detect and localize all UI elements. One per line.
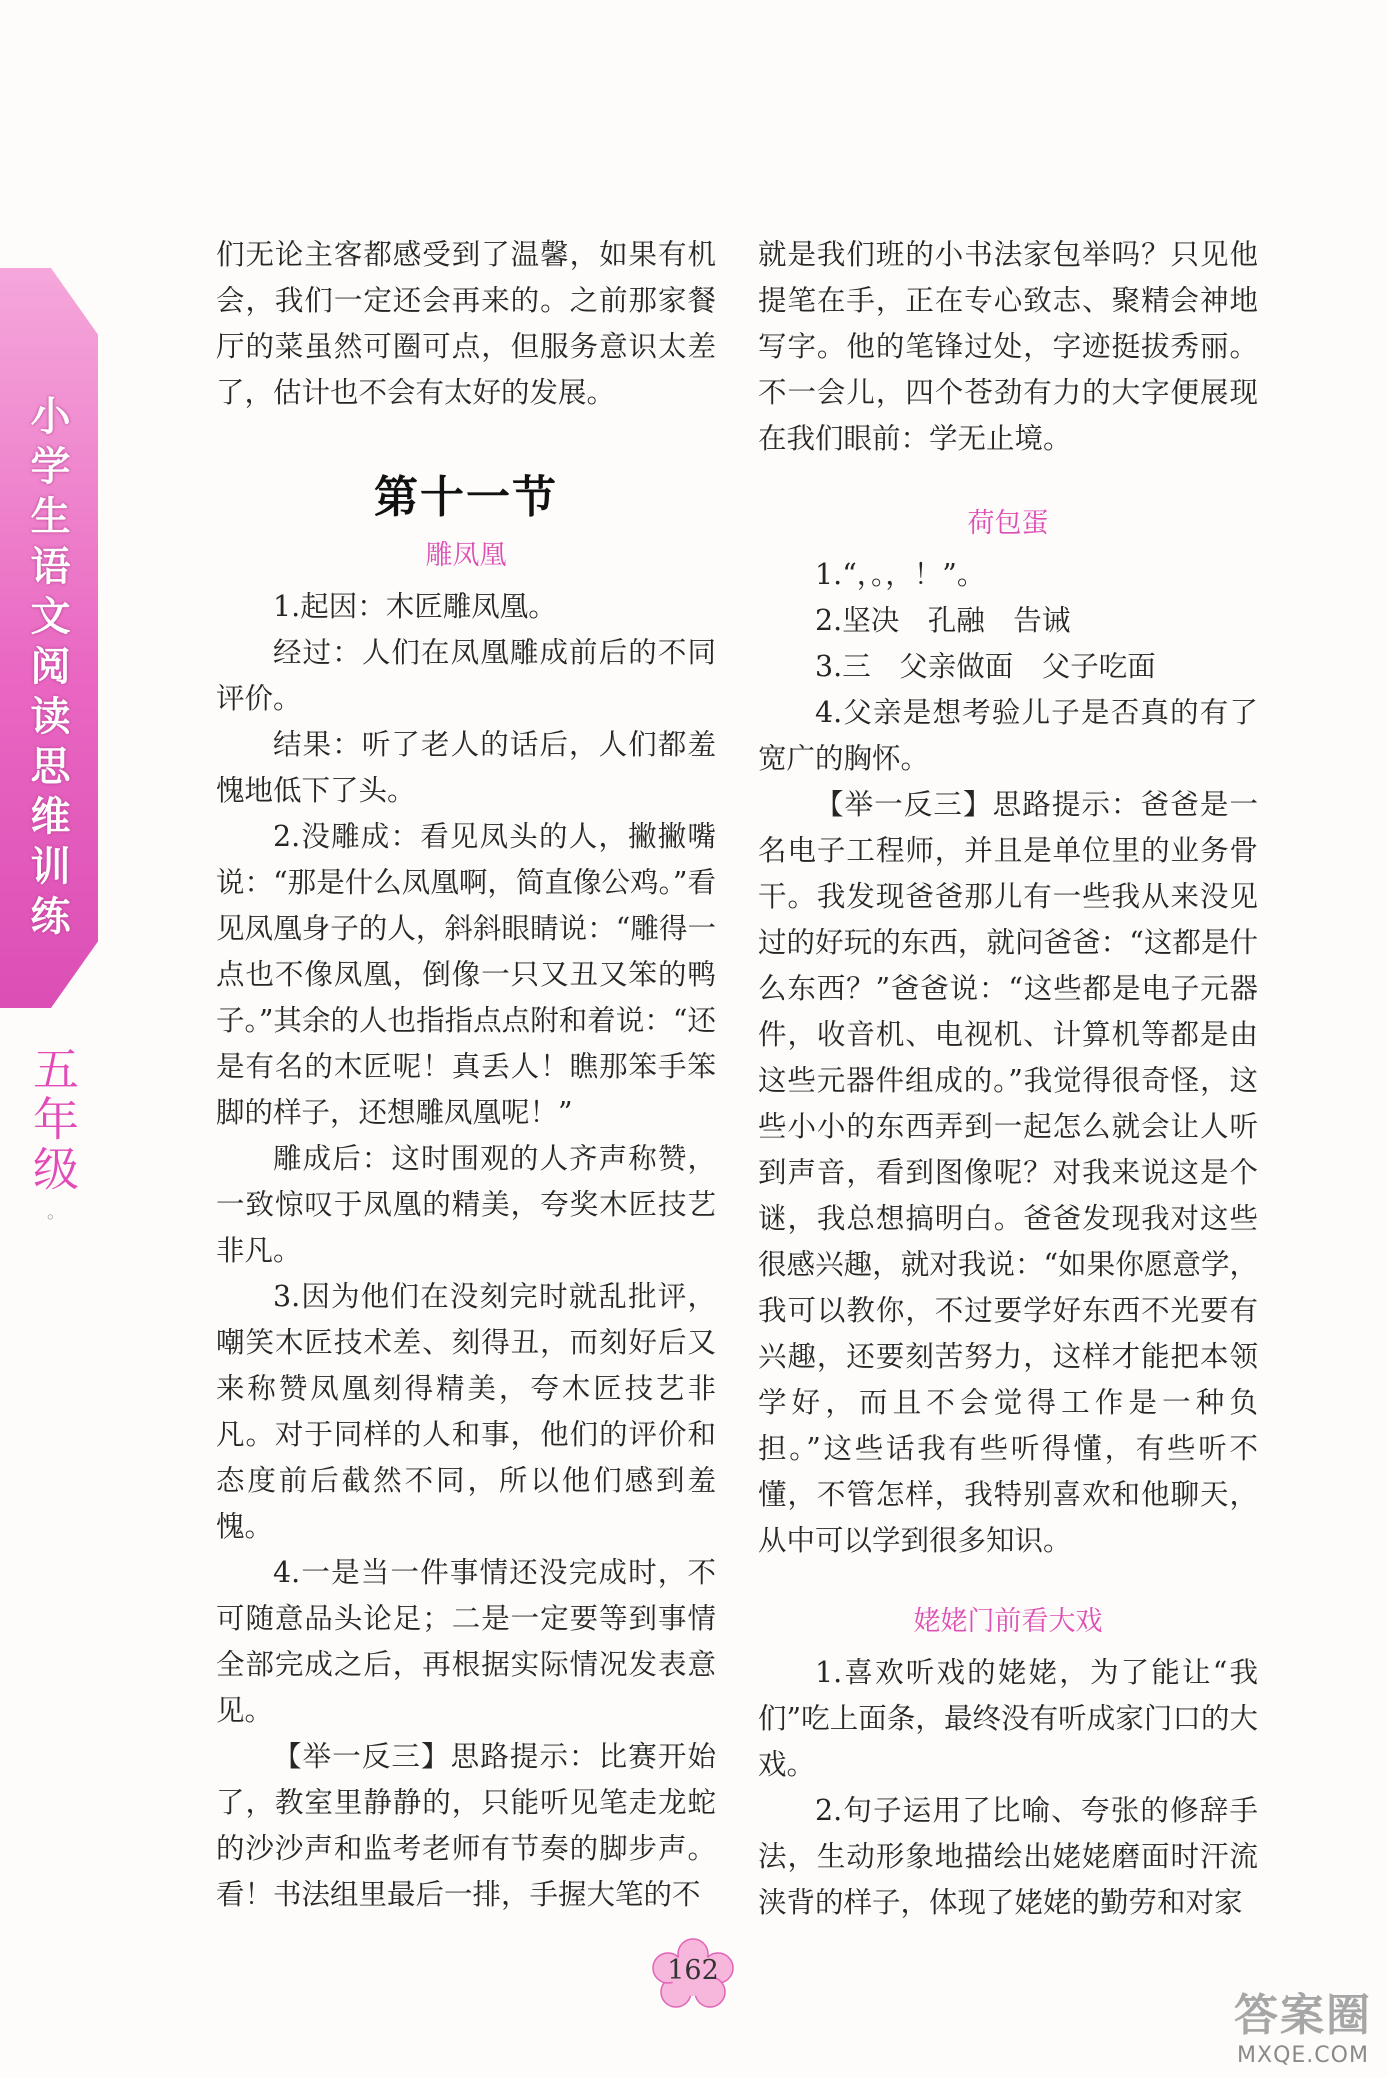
paragraph: 3.因为他们在没刻完时就乱批评，嘲笑木匠技术差、刻得丑，而刻好后又来称赞凤凰刻得精美，夸木匠技艺非凡。对于同样的人和事，他们的评价和态度前后截然不同，所以他们感到羞愧。 <box>216 1280 716 1543</box>
paragraph: 2.句子运用了比喻、夸张的修辞手法，生动形象地描绘出姥姥磨面时汗流浃背的样子，体现了姥姥的勤劳和对家 <box>758 1794 1258 1919</box>
paragraph: 结果：听了老人的话后，人们都羞愧地低下了头。 <box>216 728 716 807</box>
watermark-url: MXQE.COM <box>1237 2043 1369 2068</box>
paragraph: 1.喜欢听戏的姥姥，为了能让“我们”吃上面条，最终没有听成家门口的大戏。 <box>758 1656 1258 1781</box>
paragraph: 就是我们班的小书法家包举吗？只见他提笔在手，正在专心致志、聚精会神地写字。他的笔锋过处，字迹挺拔秀丽。不一会儿，四个苍劲有力的大字便展现在我们眼前：学无止境。 <box>758 238 1258 455</box>
paragraph: 1.起因：木匠雕凤凰。 <box>273 590 557 623</box>
section-title: 第十一节 <box>374 472 558 523</box>
paragraph: 【举一反三】思路提示：比赛开始了，教室里静静的，只能听见笔走龙蛇的沙沙声和监考老师有节奏的脚步声。看！书法组里最后一排，手握大笔的不 <box>216 1740 716 1911</box>
grade-dot: 。 <box>47 1202 65 1223</box>
subsection-title: 雕凤凰 <box>425 540 507 571</box>
right-column <box>758 232 1258 1926</box>
page-number: 162 <box>667 1955 719 1986</box>
watermark <box>1234 1979 1372 2068</box>
paragraph: 2.没雕成：看见凤头的人，撇撇嘴说：“那是什么凤凰啊，简直像公鸡。”看见凤凰身子的人，斜斜眼睛说：“雕得一点也不像凤凰，倒像一只又丑又笨的鸭子。”其余的人也指指点点附和着说：“还是有名的木匠呢！真丢人！瞧那笨手笨脚的样子，还想雕凤凰呢！” <box>216 820 716 1129</box>
paragraph: 们无论主客都感受到了温馨，如果有机会，我们一定还会再来的。之前那家餐厅的菜虽然可圈可点，但服务意识太差了，估计也不会有太好的发展。 <box>216 238 716 409</box>
left-column <box>216 232 716 1918</box>
paragraph: 4.父亲是想考验儿子是否真的有了宽广的胸怀。 <box>758 696 1258 775</box>
grade-label: 五年级 <box>26 1045 80 1195</box>
paragraph: 1.“，。，！”。 <box>815 558 986 591</box>
paragraph: 【举一反三】思路提示：爸爸是一名电子工程师，并且是单位里的业务骨干。我发现爸爸那儿有一些我从来没见过的好玩的东西，就问爸爸：“这都是什么东西？”爸爸说：“这些都是电子元器件，收音机、电视机、计算机等都是由这些元器件组成的。”我觉得很奇怪，这些小小的东西弄到一起怎么就会让人听到声音，看到图像呢？对我来说这是个谜，我总想搞明白。爸爸发现我对这些很感兴趣，就对我说：“如果你愿意学，我可以教你，不过要学好东西不光要有兴趣，还要刻苦努力，这样才能把本领学好，而且不会觉得工作是一种负担。”这些话我有些听得懂，有些听不懂，不管怎样，我特别喜欢和他聊天，从中可以学到很多知识。 <box>758 788 1258 1557</box>
paragraph: 雕成后：这时围观的人齐声称赞，一致惊叹于凤凰的精美，夸奖木匠技艺非凡。 <box>216 1142 716 1267</box>
paragraph: 2.坚决 孔融 告诫 <box>815 604 1071 637</box>
subsection-title: 荷包蛋 <box>967 508 1049 539</box>
watermark-main: 答案圈 <box>1234 1990 1372 2041</box>
subsection-title: 姥姥门前看大戏 <box>913 1606 1103 1637</box>
book-title: 小学生语文阅读思维训练 <box>24 395 70 945</box>
paragraph: 3.三 父亲做面 父子吃面 <box>815 650 1156 683</box>
paragraph: 4.一是当一件事情还没完成时，不可随意品头论足；二是一定要等到事情全部完成之后，再根据实际情况发表意见。 <box>216 1556 716 1727</box>
paragraph: 经过：人们在凤凰雕成前后的不同评价。 <box>216 636 716 715</box>
